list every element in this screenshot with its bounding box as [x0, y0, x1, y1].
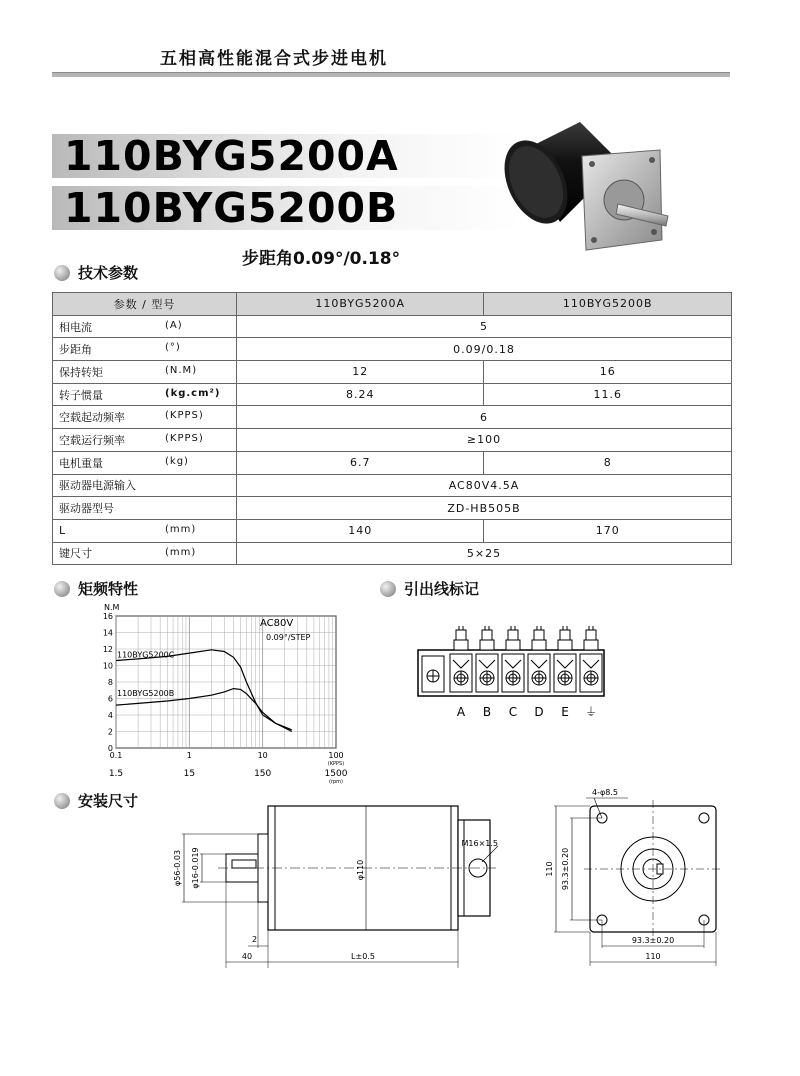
spec-param-label: 电机重量 [59, 456, 103, 470]
chart-x-tick-label: 1 [186, 751, 192, 760]
terminal-label: C [508, 705, 518, 719]
terminal-unit [528, 626, 550, 692]
spec-param-unit: (KPPS) [165, 410, 204, 422]
table-row [53, 451, 732, 474]
spec-param-label: 保持转矩 [59, 365, 103, 379]
section-tech-params [54, 262, 138, 283]
spec-value-b: 16 [484, 361, 732, 384]
table-row [53, 542, 732, 565]
chart-x-tick-label: 10 [257, 751, 268, 760]
height-label: 110 [545, 861, 554, 877]
spec-value-shared: AC80V4.5A [237, 474, 732, 497]
terminal-block [416, 626, 610, 722]
table-row [53, 497, 732, 520]
spec-param-label: 转子惯量 [59, 388, 103, 402]
chart-y-tick-label: 2 [107, 727, 113, 737]
spec-value-shared: 0.09/0.18 [237, 338, 732, 361]
spec-value-shared: ZD-HB505B [237, 497, 732, 520]
terminal-unit [502, 626, 524, 692]
shaft-dia-label: φ56-0.03 [173, 849, 182, 887]
spec-value-shared: 5 [237, 315, 732, 338]
section-tech-label: 技术参数 [78, 264, 139, 282]
hole-spacing-h-label: 93.3±0.20 [631, 936, 675, 945]
spec-param-cell [53, 383, 237, 406]
terminal-label: E [561, 705, 569, 719]
chart-x2-tick-label: 1.5 [108, 769, 124, 779]
spec-table [52, 292, 732, 565]
header-divider [52, 72, 730, 77]
spec-param-unit: (N.M) [165, 365, 198, 377]
bullet-icon [54, 581, 70, 597]
chart-x2-tick-label: 1500 [324, 769, 348, 779]
chart-y-tick-label: 0 [107, 744, 113, 753]
side-view-drawing [160, 800, 500, 972]
chart-x-tick-label: 0.1 [109, 751, 123, 760]
spec-header-col-a: 110BYG5200A [237, 293, 484, 316]
step-angle-caption: 步距角0.09°/0.18° [242, 249, 401, 269]
terminal-unit [476, 626, 498, 692]
chart-x-tick-label: 100 [328, 751, 344, 760]
spec-value-shared: ≥100 [237, 429, 732, 452]
spec-param-label: 空载运行频率 [59, 433, 125, 447]
hole-spacing-v-label: 93.3±0.20 [561, 847, 570, 891]
table-row [53, 315, 732, 338]
model-a-title: 110BYG5200A [64, 132, 399, 180]
table-row [53, 429, 732, 452]
spec-param-cell [53, 451, 237, 474]
spec-param-cell [53, 474, 237, 497]
spec-value-shared: 6 [237, 406, 732, 429]
motor-photo [490, 112, 680, 262]
spec-param-unit: (KPPS) [165, 433, 204, 445]
mount-hole [699, 813, 709, 823]
spec-param-cell [53, 361, 237, 384]
hole-label: 4-φ8.5 [592, 788, 618, 797]
chart-annotation-step: 0.09°/STEP [266, 633, 311, 642]
chart-y-tick-label: 8 [107, 678, 113, 687]
terminal-unit [580, 626, 602, 692]
spec-param-label: 空载起动频率 [59, 411, 125, 425]
chart-x2-tick-label: 15 [183, 769, 196, 779]
spec-param-unit: (kg.cm²) [165, 387, 221, 399]
spec-param-unit: (mm) [165, 523, 197, 535]
spec-value-shared: 5×25 [237, 542, 732, 565]
chart-y-tick-label: 4 [107, 711, 113, 720]
section-install [54, 790, 138, 811]
thread-label: M16×1.5 [461, 839, 498, 848]
chart-y-tick-label: 16 [102, 612, 113, 621]
chart-y-axis-label: N.M [104, 603, 120, 612]
spec-header-col-b: 110BYG5200B [484, 293, 732, 316]
spec-param-cell [53, 519, 237, 542]
chart-annotation-voltage: AC80V [260, 618, 294, 629]
spec-header-param: 参数 / 型号 [53, 293, 237, 316]
spec-value-b: 170 [484, 519, 732, 542]
spec-param-unit: (mm) [165, 546, 197, 558]
spec-param-cell [53, 497, 237, 520]
spec-param-label: 键尺寸 [59, 547, 92, 561]
chart-y-tick-label: 6 [107, 694, 113, 704]
section-torque-label: 矩频特性 [78, 580, 139, 598]
chart-series-label: 110BYG5200B [117, 689, 175, 699]
chart-y-tick-label: 12 [102, 645, 113, 654]
ground-symbol-icon: ⏚ [584, 705, 598, 719]
spec-param-unit: (A) [165, 319, 183, 331]
spec-value-a: 12 [237, 361, 484, 384]
chart-x2-unit-label: (rpm) [328, 779, 344, 785]
section-wiring [380, 578, 479, 599]
spec-param-unit: (kg) [165, 455, 189, 467]
terminal-unit [554, 626, 576, 692]
spec-header-row [53, 293, 732, 316]
chart-y-tick-label: 14 [102, 628, 113, 638]
table-row [53, 519, 732, 542]
torque-frequency-chart [96, 596, 356, 791]
width-label: 110 [645, 952, 661, 961]
section-wiring-label: 引出线标记 [404, 580, 480, 598]
model-b-title: 110BYG5200B [64, 184, 399, 232]
spec-param-cell [53, 315, 237, 338]
spec-param-cell [53, 429, 237, 452]
chart-y-tick-label: 10 [102, 661, 113, 671]
front-view-drawing [544, 786, 724, 970]
spec-value-a: 8.24 [237, 383, 484, 406]
spec-param-cell [53, 338, 237, 361]
chart-series-label: 110BYG5200C [117, 650, 175, 660]
shaft-length-label: 40 [241, 952, 253, 961]
table-row [53, 383, 732, 406]
spec-param-cell [53, 542, 237, 565]
spec-param-label: 相电流 [59, 320, 92, 334]
flange-offset-label: 2 [252, 935, 258, 944]
spec-param-unit: (°) [165, 342, 181, 354]
page-header-title: 五相高性能混合式步进电机 [160, 49, 388, 69]
terminal-label: D [534, 705, 544, 719]
spec-param-cell [53, 406, 237, 429]
terminal-unit [450, 626, 472, 692]
spec-value-b: 11.6 [484, 383, 732, 406]
spec-param-label: 步距角 [59, 343, 92, 357]
bullet-icon [54, 265, 70, 281]
key-dia-label: φ16-0.019 [191, 847, 200, 889]
spec-param-label: L [59, 524, 66, 538]
shaft-key [232, 860, 256, 868]
terminal-label: B [482, 705, 492, 719]
section-install-label: 安装尺寸 [78, 792, 139, 810]
chart-x-unit-label: (KPPS) [327, 761, 345, 767]
bullet-icon [54, 793, 70, 809]
bullet-icon [380, 581, 396, 597]
spec-value-a: 6.7 [237, 451, 484, 474]
spec-value-b: 8 [484, 451, 732, 474]
body-length-label: L±0.5 [351, 952, 375, 961]
table-row [53, 338, 732, 361]
table-row [53, 406, 732, 429]
spec-param-label: 驱动器型号 [59, 502, 114, 516]
spec-value-a: 140 [237, 519, 484, 542]
table-row [53, 474, 732, 497]
body-dia-label: φ110 [356, 859, 365, 881]
spec-param-label: 驱动器电源输入 [59, 479, 136, 493]
chart-x2-tick-label: 150 [254, 769, 272, 779]
terminal-label: A [456, 705, 466, 719]
table-row [53, 361, 732, 384]
